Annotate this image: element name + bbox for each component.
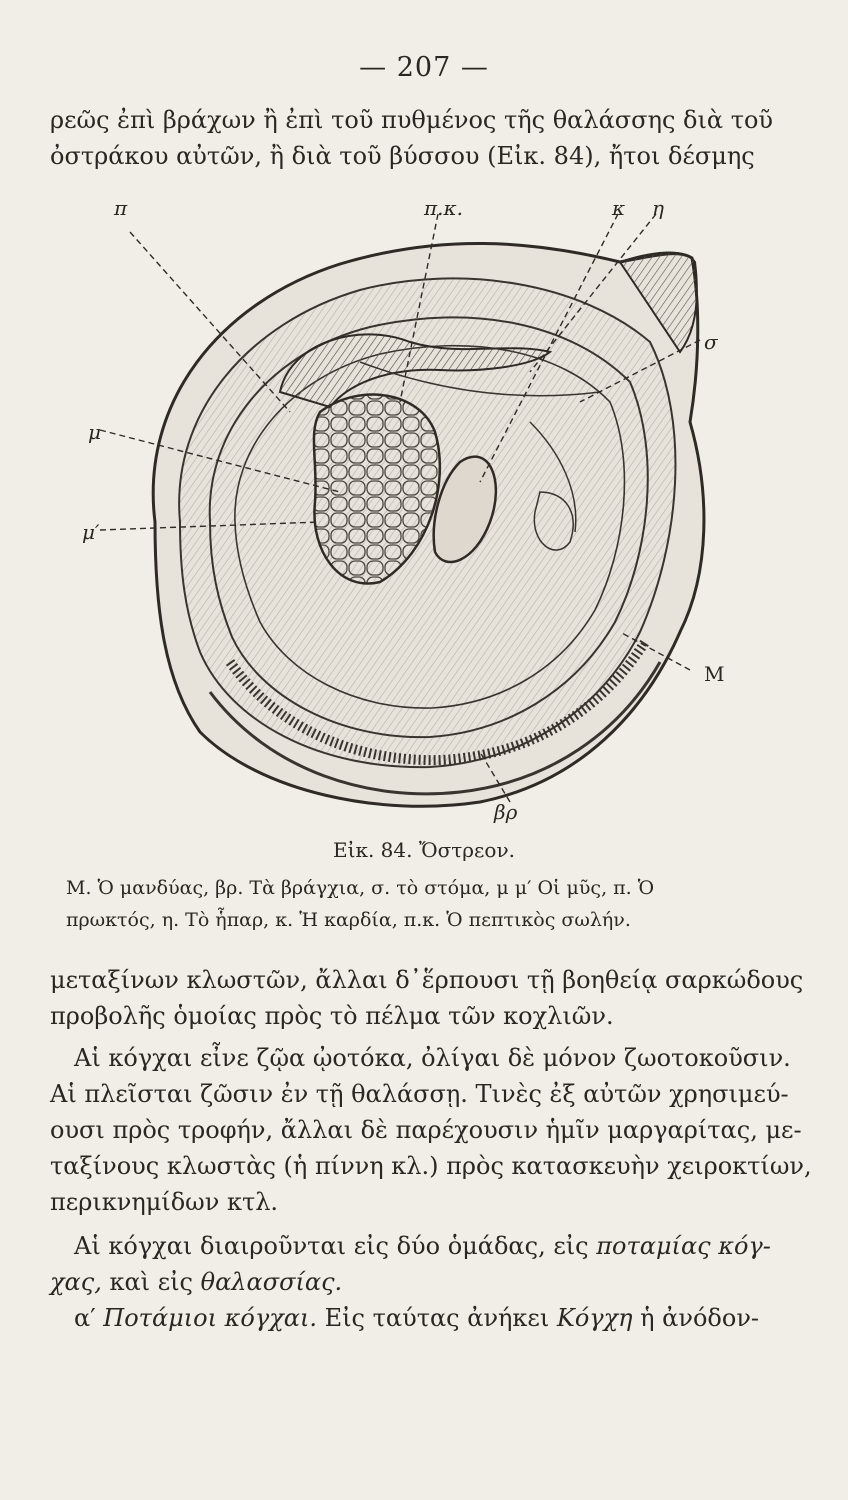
caption-line: πρωκτός, η. Τὸ ἧπαρ, κ. Ἡ καρδία, π.κ. Ὁ πεπτικὸς σωλήν. [66, 909, 631, 931]
caption-line: Μ. Ὁ μανδύας, βρ. Τὰ βράγχια, σ. τὸ στόμα, μ μ′ Οἱ μῦς, π. Ὁ [66, 877, 655, 899]
text-line: ταξίνους κλωστὰς (ἡ πίννη κλ.) πρὸς κατασκευὴν χειροκτίων, [50, 1152, 812, 1180]
text-line: ρεῶς ἐπὶ βράχων ἢ ἐπὶ τοῦ πυθμένος τῆς θαλάσσης διὰ τοῦ [50, 106, 774, 134]
text-line: μεταξίνων κλωστῶν, ἄλλαι δ᾽ἕρπουσι τῇ βοηθείᾳ σαρκώδους [50, 966, 804, 994]
section-number: α′ [74, 1304, 104, 1332]
oyster-illustration [60, 192, 780, 832]
label-mantle: Μ [704, 662, 725, 686]
text-run: Εἰς ταύτας ἀνήκει [316, 1304, 557, 1332]
italic-term: χας, [50, 1268, 102, 1296]
intro-paragraph [50, 102, 802, 174]
section-heading: Ποτάμιοι κόγχαι. [103, 1304, 317, 1332]
label-anus: π [114, 196, 128, 220]
body-paragraph-3 [50, 1228, 802, 1300]
text-run: καὶ εἰς [101, 1268, 201, 1296]
text-line: Αἱ πλεῖσται ζῶσιν ἐν τῇ θαλάσσῃ. Τινὲς ἐξ αὐτῶν χρησιμεύ- [50, 1080, 789, 1108]
oyster-figure [60, 192, 780, 832]
page-number: — 207 — [359, 52, 489, 83]
label-digestive-tube: π.κ. [424, 196, 463, 220]
figure-caption [66, 872, 782, 936]
text-line: προβολῆς ὁμοίας πρὸς τὸ πέλμα τῶν κοχλιῶν. [50, 1002, 614, 1030]
text-line [50, 1300, 802, 1336]
italic-term: θαλασσίας. [200, 1268, 343, 1296]
italic-term: Κόγχη [556, 1304, 633, 1332]
text-line: ὀστράκου αὐτῶν, ἢ διὰ τοῦ βύσσου (Εἰκ. 84), ἤτοι δέσμης [50, 142, 755, 170]
body-paragraph-2 [50, 1040, 812, 1220]
text-run: Αἱ κόγχαι διαιροῦνται εἰς δύο ὁμάδας, εἰς [74, 1232, 597, 1260]
text-line: Αἱ κόγχαι εἶνε ζῷα ᾠοτόκα, ὀλίγαι δὲ μόνον ζωοτοκοῦσιν. [74, 1044, 791, 1072]
text-line [50, 1228, 802, 1264]
label-mouth: σ [704, 330, 718, 354]
italic-term: ποταμίας κόγ- [596, 1232, 771, 1260]
figure-caption-title: Εἰκ. 84. Ὄστρεον. [333, 838, 515, 862]
body-paragraph-4 [50, 1300, 802, 1336]
text-line: περικνημίδων κτλ. [50, 1188, 279, 1216]
label-liver: η [652, 196, 664, 220]
label-muscle: μ [88, 420, 101, 444]
text-line [50, 1264, 802, 1300]
text-line: ουσι πρὸς τροφήν, ἄλλαι δὲ παρέχουσιν ἡμῖν μαργαρίτας, με- [50, 1116, 802, 1144]
label-gills: βρ [494, 800, 518, 824]
label-heart: κ [612, 196, 626, 220]
text-run: ἡ ἀνόδον- [632, 1304, 760, 1332]
body-paragraph-1 [50, 962, 802, 1034]
label-muscle-2: μ′ [82, 520, 100, 544]
